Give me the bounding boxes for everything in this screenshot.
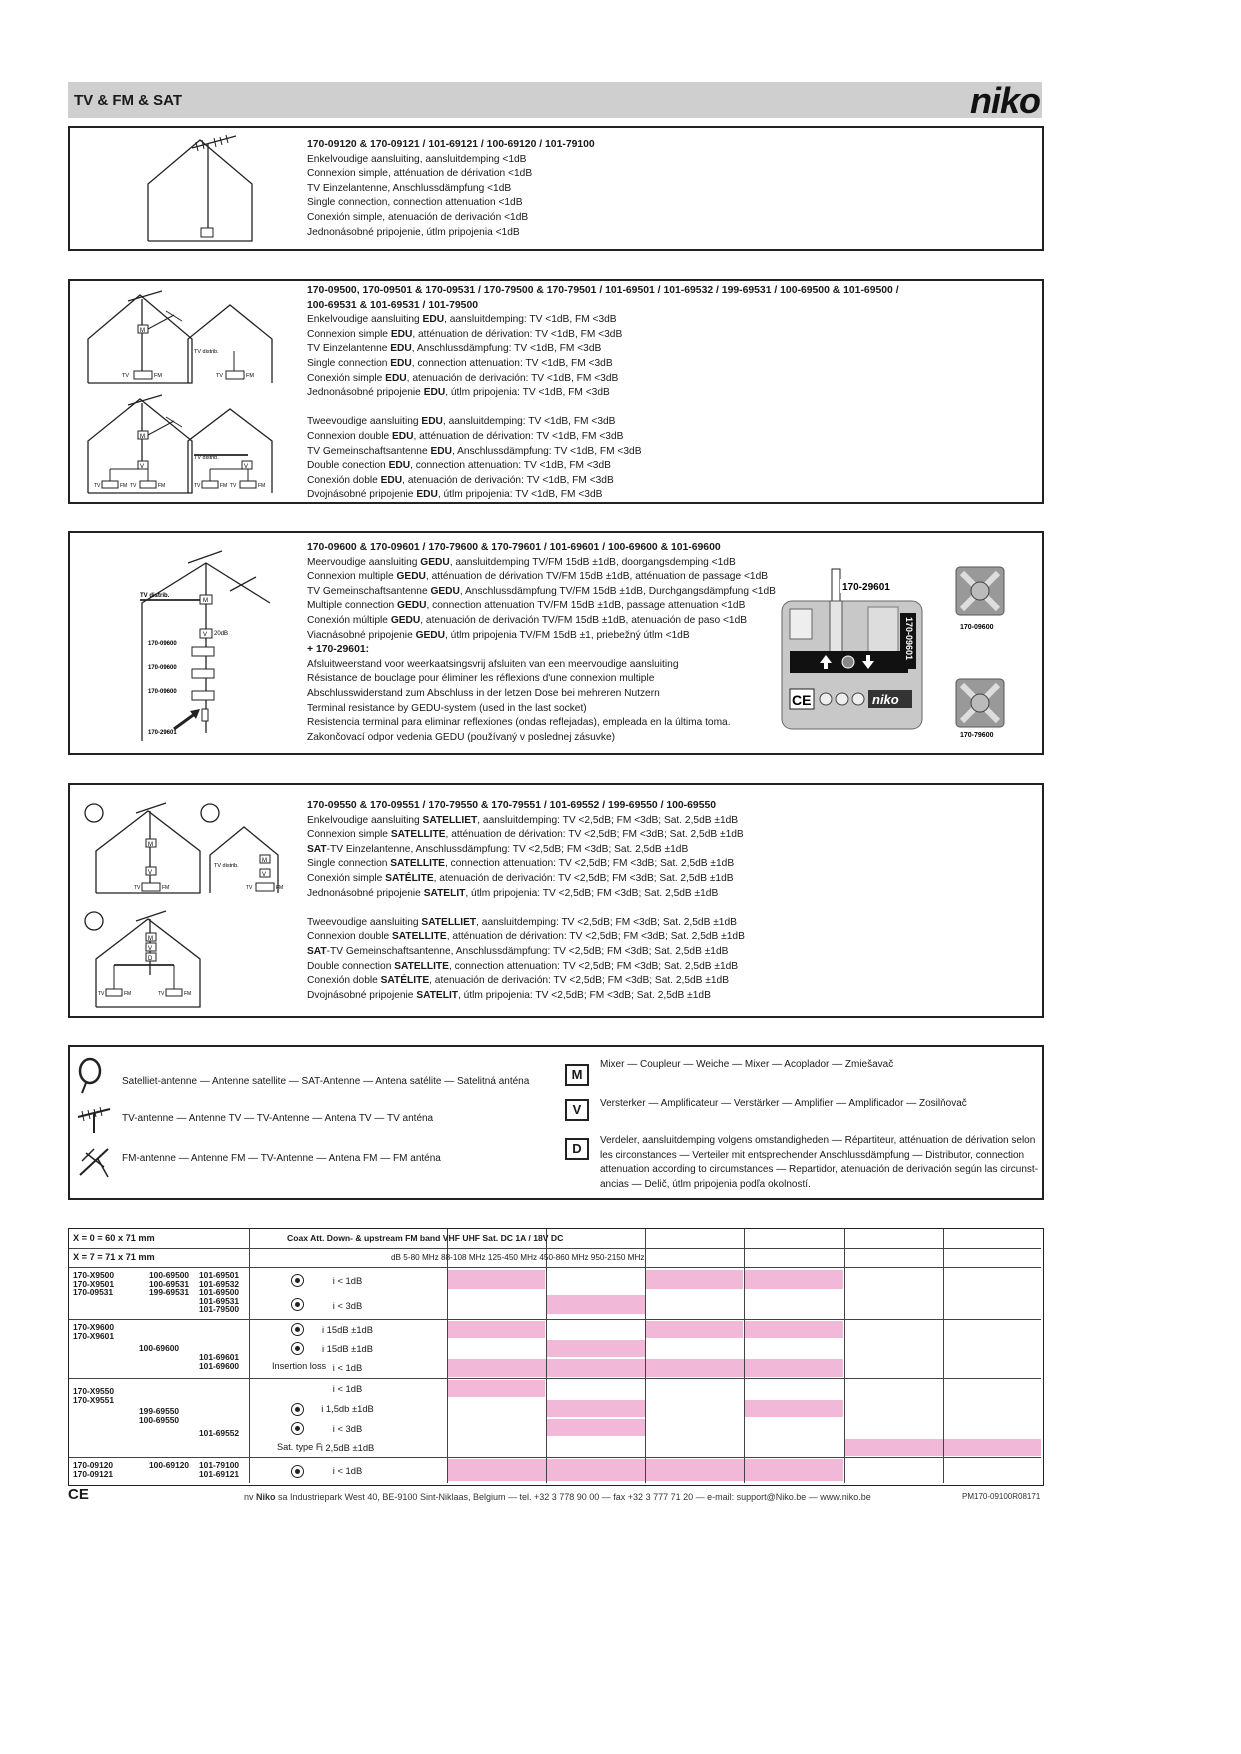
legend-sat-text: Satelliet-antenne — Antenne satellite — SAT-Antenne — Antena satélite — Satelitná anténa: [122, 1076, 530, 1087]
section3-line: [307, 614, 776, 629]
amplifier-symbol: V: [565, 1099, 589, 1121]
att-value: i < 1dB: [332, 1465, 363, 1476]
section2-line: [307, 488, 899, 503]
section1-line: Conexión simple, atenuación de derivación <1dB: [307, 211, 529, 223]
diag-tv-distrib: TV distrib.: [140, 593, 170, 599]
section2-line: [307, 357, 899, 372]
svg-text:TV: TV: [194, 483, 201, 489]
line-bold: GEDU: [390, 614, 421, 626]
line-pre: Single connection: [307, 357, 391, 369]
insertion-loss-label: Insertion loss: [272, 1361, 327, 1371]
svg-text:D: D: [148, 956, 153, 962]
line-pre: Single connection: [307, 858, 391, 870]
line-bold: SATÉLITE: [380, 975, 430, 987]
section3-plus-line: Zakončovací odpor vedenia GEDU (používaný v poslednej zásuvke): [307, 731, 616, 743]
codes-c: 101-69601 101-69600: [199, 1352, 240, 1371]
line-bold: EDU: [385, 372, 407, 384]
line-pre: Conexión simple: [307, 872, 386, 884]
table-bands: dB 5-80 MHz 88-108 MHz 125-450 MHz 450-860 MHz 950-2150 MHz: [391, 1253, 645, 1262]
codes-b: 100-69500 100-69531 199-69531: [149, 1270, 190, 1298]
photo2-label: 170-79600: [960, 732, 994, 739]
line-bold: SATELLITE: [391, 931, 447, 943]
codes-c: 101-69501 101-69532 101-69500 101-69531 101-79500: [199, 1270, 240, 1315]
line-post: , atenuación de derivación TV/FM 15dB ±1dB, atenuación de paso <1dB: [420, 614, 748, 626]
svg-text:TV: TV: [94, 483, 101, 489]
legend-amplifier-line: Versterker — Amplificateur — Verstärker — Amplifier — Amplificador — Zosilňovač: [600, 1098, 967, 1109]
att-value: i < 1dB: [332, 1362, 363, 1373]
line-bold: GEDU: [397, 600, 427, 612]
line-pre: Double conection: [307, 460, 389, 472]
section3-plus-line: Résistance de bouclage pour éliminer les réflexions d'une connexion multiple: [307, 673, 655, 685]
line-bold: SAT: [307, 945, 327, 957]
att-value: i 15dB ±1dB: [321, 1324, 373, 1335]
line-bold: GEDU: [420, 556, 450, 568]
section2-line: [307, 430, 899, 445]
line-post: , atténuation de dérivation: TV <2,5dB; FM <3dB; Sat. 2,5dB ±1dB: [445, 829, 744, 841]
page-header: [68, 80, 1042, 121]
line-pre: Jednonásobné pripojenie: [307, 387, 424, 399]
att-value: i 15dB ±1dB: [321, 1343, 373, 1354]
line-bold: EDU: [390, 343, 412, 355]
svg-text:FM: FM: [162, 885, 170, 891]
group3-codes: [73, 1387, 114, 1404]
tv-antenna-icon: [76, 1107, 112, 1135]
legend-distributor-line: les circonstances — Verteiler mit entsprechender Anschlussdämpfung — Distributor, connection: [600, 1149, 1025, 1161]
section-single-connection: [68, 126, 1044, 251]
line-post: , atenuación de derivación: TV <2,5dB; FM <3dB; Sat. 2,5dB ±1dB: [429, 975, 730, 987]
table-heading: Coax Att. Down- & upstream FM band VHF UHF Sat. DC 1A / 18V DC: [287, 1233, 564, 1243]
terminal-resistor-illustration: [776, 557, 1016, 747]
line-pre: Connexion double: [307, 931, 392, 943]
svg-text:TV: TV: [98, 991, 105, 997]
svg-text:TV distrib.: TV distrib.: [194, 349, 219, 355]
section4-title: 170-09550 & 170-09551 / 170-79550 & 170-79551 / 101-69552 / 199-69550 / 100-69550: [307, 800, 717, 811]
diag-label-a: 170-09600: [148, 641, 177, 647]
group1-codes-b: [149, 1271, 189, 1297]
section3-line: [307, 629, 776, 644]
line-post: , connection attenuation: TV <1dB, FM <3dB: [410, 460, 611, 472]
line-post: , útlm pripojenia TV/FM 15dB ±1, priebežný útlm <1dB: [445, 629, 690, 641]
house-diagram-gedu: [70, 533, 306, 753]
diag-label-c: 170-09600: [148, 689, 177, 695]
section4-line: [307, 916, 745, 931]
svg-text:M: M: [262, 858, 267, 864]
line-pre: Connexion simple: [307, 328, 391, 340]
section2-line: [307, 328, 899, 343]
section1-line: TV Einzelantenne, Anschlussdämpfung <1dB: [307, 182, 512, 194]
line-post: , útlm pripojenia: TV <2,5dB; FM <3dB; Sat. 2,5dB ±1dB: [458, 989, 711, 1001]
line-post: , útlm pripojenia: TV <1dB, FM <3dB: [445, 387, 610, 399]
svg-text:M: M: [148, 842, 153, 848]
section2-title-2: 100-69531 & 101-69531 / 101-79500: [307, 299, 479, 311]
footer-address: sa Industriepark West 40, BE-9100 Sint-Niklaas, Belgium — tel. +32 3 778 90 00 — fax +32 3 777 71 20 — e-mail: support@Niko.be — www.niko.be: [275, 1492, 871, 1502]
svg-text:V: V: [244, 464, 249, 470]
line-bold: EDU: [388, 460, 411, 472]
line-bold: EDU: [421, 416, 443, 428]
section-edu: [68, 279, 1044, 504]
svg-text:FM: FM: [258, 483, 266, 489]
line-post: , aansluitdemping: TV <2,5dB; FM <3dB; Sat. 2,5dB ±1dB: [476, 916, 737, 928]
line-post: , aansluitdemping: TV <1dB, FM <3dB: [442, 416, 616, 428]
group4-codes: [73, 1461, 113, 1478]
line-bold: GEDU: [396, 571, 426, 583]
line-bold: SATELLITE: [390, 858, 445, 870]
line-pre: Tweevoudige aansluiting: [307, 416, 422, 428]
line-post: , atenuación de derivación: TV <1dB, FM <3dB: [402, 474, 614, 486]
sat-type-label: Sat. type F: [277, 1442, 322, 1452]
svg-text:M: M: [148, 936, 153, 942]
group3-codes-c: [199, 1429, 239, 1438]
section4-line: [307, 945, 745, 960]
line-post: , connection attenuation: TV <2,5dB; FM <3dB; Sat. 2,5dB ±1dB: [444, 858, 735, 870]
codes-b: 100-69600: [139, 1343, 180, 1353]
codes-a: 170-X9500 170-X9501 170-09531: [73, 1270, 114, 1298]
line-pre: Viacnásobné pripojenie: [307, 629, 416, 641]
group2-codes-c: [199, 1353, 239, 1370]
line-bold: EDU: [416, 489, 438, 501]
line-post: , útlm pripojenia: TV <2,5dB; FM <3dB; Sat. 2,5dB ±1dB: [465, 887, 719, 899]
svg-text:FM: FM: [158, 483, 166, 489]
line-bold: SATELIT: [416, 989, 459, 1001]
legend-distributor-text: [600, 1134, 1038, 1192]
codes-b: 199-69550 100-69550: [139, 1406, 180, 1425]
distributor-symbol: D: [565, 1138, 589, 1160]
line-pre: Connexion multiple: [307, 571, 397, 583]
line-pre: Double connection: [307, 960, 395, 972]
group3-codes-b: [139, 1407, 179, 1424]
att-value: i < 3dB: [332, 1300, 363, 1311]
section1-text: [307, 138, 595, 240]
svg-text:V: V: [148, 870, 153, 876]
line-pre: Jednonásobné pripojenie: [307, 887, 424, 899]
section4-line: [307, 857, 745, 872]
section2-line: [307, 445, 899, 460]
line-pre: Connexion simple: [307, 829, 391, 841]
section3-line: [307, 556, 776, 571]
section3-plus-line: Abschlusswiderstand zum Abschluss in der letzen Dose bei mehreren Nutzern: [307, 687, 660, 699]
section2-line: [307, 386, 899, 401]
svg-text:TV: TV: [230, 483, 237, 489]
svg-text:FM: FM: [120, 483, 128, 489]
diag-label-b: 170-09600: [148, 665, 177, 671]
device-label: 170-29601: [842, 582, 890, 593]
section1-line: Enkelvoudige aansluiting, aansluitdemping <1dB: [307, 153, 527, 165]
section4-line: [307, 974, 745, 989]
section4-line: [307, 989, 745, 1004]
section1-line: Single connection, connection attenuation <1dB: [307, 197, 523, 209]
line-pre: Connexion double: [307, 430, 392, 442]
att-value: i < 1dB: [332, 1383, 363, 1394]
section-satellite: [68, 783, 1044, 1018]
line-bold: SATELIT: [423, 887, 466, 899]
niko-logo: niko: [969, 80, 1040, 121]
line-pre: TV Gemeinschaftsantenne: [307, 585, 431, 597]
line-bold: SATELLITE: [394, 960, 449, 972]
line-pre: Conexión simple: [307, 372, 386, 384]
document-reference: PM170-09100R08171: [962, 1492, 1041, 1501]
legend-distributor-line: attenuation according to circumstances — Repartidor, atenuación de derivación según las circunst-: [600, 1164, 1039, 1176]
svg-text:TV: TV: [134, 885, 141, 891]
svg-text:M: M: [203, 598, 208, 604]
svg-text:TV distrib.: TV distrib.: [194, 455, 219, 461]
legend-mixer-text: [600, 1058, 893, 1073]
section2-line: [307, 415, 899, 430]
line-post: , atenuación de derivación: TV <2,5dB; FM <3dB; Sat. 2,5dB ±1dB: [433, 872, 734, 884]
group4-codes-c: [199, 1461, 239, 1478]
section2-text: [307, 284, 899, 503]
section1-line: Connexion simple, atténuation de dérivation <1dB: [307, 168, 533, 180]
line-post: , atténuation de dérivation: TV <1dB, FM <3dB: [412, 328, 623, 340]
section3-plus-line: Afsluitweerstand voor weerkaatsingsvrij afsluiten van een meervoudige aansluiting: [307, 658, 679, 670]
svg-text:FM: FM: [124, 991, 132, 997]
section3-line: [307, 599, 776, 614]
svg-text:TV: TV: [216, 373, 224, 379]
line-post: , Anschlussdämpfung: TV <1dB, FM <3dB: [451, 445, 642, 457]
device-side-label: 170-09601: [904, 617, 914, 661]
section4-line: [307, 930, 745, 945]
section2-title: 170-09500, 170-09501 & 170-09531 / 170-79500 & 170-79501 / 101-69501 / 101-69532 / 199-69531 / 100-69500 & 101-69500 /: [307, 285, 899, 296]
svg-text:V: V: [140, 464, 145, 470]
line-post: , atténuation de dérivation: TV <2,5dB; FM <3dB; Sat. 2,5dB ±1dB: [446, 931, 745, 943]
line-post: , aansluitdemping: TV <2,5dB; FM <3dB; Sat. 2,5dB ±1dB: [477, 814, 739, 826]
line-post: , connection attenuation TV/FM 15dB ±1dB, passage attenuation <1dB: [426, 600, 746, 612]
line-bold: SATELLITE: [390, 829, 446, 841]
legend-distributor-line: Verdeler, aansluitdemping volgens omstandigheden — Répartiteur, atténuation de dérivation selon: [600, 1135, 1036, 1146]
att-value: i < 1dB: [332, 1275, 363, 1286]
page-title: TV & FM & SAT: [74, 92, 183, 109]
line-bold: SATÉLITE: [385, 872, 434, 884]
svg-text:FM: FM: [276, 885, 284, 891]
codes-a: 170-09120 170-09121: [73, 1460, 114, 1479]
section2-line: [307, 474, 899, 489]
group2-codes: [73, 1323, 114, 1340]
line-bold: EDU: [422, 314, 445, 326]
codes-a: 170-X9600 170-X9601: [73, 1322, 114, 1341]
line-pre: Enkelvoudige aansluiting: [307, 814, 423, 826]
section3-line: [307, 585, 776, 600]
line-post: , útlm pripojenia: TV <1dB, FM <3dB: [437, 489, 603, 501]
line-pre: Dvojnásobné pripojenie: [307, 989, 417, 1001]
svg-text:TV: TV: [130, 483, 137, 489]
line-bold: SATELLIET: [421, 916, 477, 928]
footer-company: Niko: [256, 1492, 276, 1502]
line-bold: SATELLIET: [422, 814, 478, 826]
line-pre: Multiple connection: [307, 600, 398, 612]
footer-pre: nv: [244, 1492, 257, 1502]
legend-mixer-line: Mixer — Coupleur — Weiche — Mixer — Acoplador — Zmiešavač: [600, 1059, 894, 1070]
line-pre: Meervoudige aansluiting: [307, 556, 421, 568]
codes-a: 170-X9550 170-X9551: [73, 1386, 114, 1405]
house-diagram-single: [70, 128, 306, 249]
line-bold: SAT: [307, 843, 327, 855]
group1-codes-c: [199, 1271, 239, 1314]
line-bold: EDU: [423, 387, 446, 399]
section4-line: [307, 828, 745, 843]
line-pre: Conexión doble: [307, 474, 381, 486]
att-value: i 1,5db ±1dB: [321, 1403, 374, 1414]
line-post: , aansluitdemping TV/FM 15dB ±1dB, doorgangsdemping <1dB: [449, 556, 736, 568]
line-post: , atténuation de dérivation TV/FM 15dB ±1dB, atténuation de passage <1dB: [425, 571, 769, 583]
line-bold: EDU: [391, 430, 414, 442]
line-post: , atténuation de dérivation: TV <1dB, FM <3dB: [413, 430, 624, 442]
line-pre: Conexión doble: [307, 975, 381, 987]
group4-codes-b: [149, 1461, 189, 1470]
line-pre: Dvojnásobné pripojenie: [307, 489, 417, 501]
line-post: , connection attenuation: TV <1dB, FM <3dB: [411, 357, 613, 369]
line-bold: GEDU: [415, 629, 445, 641]
line-bold: EDU: [390, 328, 413, 340]
section2-line: [307, 372, 899, 387]
line-pre: Enkelvoudige aansluiting: [307, 314, 423, 326]
section4-text: [307, 799, 745, 1003]
section1-line: Jednonásobné pripojenie, útlm pripojenia <1dB: [307, 226, 520, 238]
line-pre: TV Gemeinschaftsantenne: [307, 445, 431, 457]
svg-text:V: V: [148, 946, 153, 952]
section3-title: 170-09600 & 170-09601 / 170-79600 & 170-79601 / 101-69601 / 100-69600 & 101-69600: [307, 542, 721, 553]
ce-mark: CE: [68, 1486, 89, 1503]
svg-text:TV distrib.: TV distrib.: [214, 863, 239, 869]
line-pre: Tweevoudige aansluiting: [307, 916, 422, 928]
line-post: -TV Gemeinschaftsantenne, Anschlussdämpfung: TV <2,5dB; FM <3dB; Sat. 2,5dB ±1dB: [326, 945, 729, 957]
codes-c: 101-79100 101-69121: [199, 1460, 240, 1479]
att-value: i < 3dB: [332, 1423, 363, 1434]
legend-tv-text: TV-antenne — Antenne TV — TV-Antenne — Antena TV — TV anténa: [122, 1113, 434, 1124]
line-post: , atenuación de derivación: TV <1dB, FM <3dB: [406, 372, 619, 384]
legend: [68, 1045, 1044, 1200]
section3-plus-line: Terminal resistance by GEDU-system (used in the last socket): [307, 702, 587, 714]
line-bold: GEDU: [430, 585, 460, 597]
att-value: i 2,5dB ±1dB: [320, 1442, 375, 1453]
codes-b: 100-69120: [149, 1460, 190, 1470]
device-ce-mark: CE: [792, 692, 812, 708]
line-post: -TV Einzelantenne, Anschlussdämpfung: TV <2,5dB; FM <3dB; Sat. 2,5dB ±1dB: [326, 843, 689, 855]
svg-text:M: M: [140, 434, 145, 440]
legend-fm-text: FM-antenne — Antenne FM — TV-Antenne — Antena FM — FM anténa: [122, 1153, 441, 1164]
line-post: , connection attenuation: TV <2,5dB; FM <3dB; Sat. 2,5dB ±1dB: [448, 960, 739, 972]
section3-text: [307, 541, 776, 745]
diag-label-d: 170-29601: [148, 730, 177, 736]
product-table: [68, 1228, 1044, 1486]
size-row-2: X = 7 = 71 x 71 mm: [73, 1252, 155, 1262]
section4-line: [307, 872, 745, 887]
section2-line: [307, 342, 899, 357]
line-pre: TV Einzelantenne: [307, 343, 391, 355]
line-bold: EDU: [430, 445, 452, 457]
section3-plus-title: + 170-29601:: [307, 644, 370, 656]
photo1-label: 170-09600: [960, 624, 994, 631]
svg-text:FM: FM: [220, 483, 228, 489]
section2-line: [307, 459, 899, 474]
house-diagram-satellite: [70, 785, 306, 1016]
line-pre: Conexión múltiple: [307, 614, 391, 626]
legend-amplifier-text: [600, 1097, 967, 1112]
svg-text:FM: FM: [184, 991, 192, 997]
group2-codes-b: [139, 1344, 179, 1353]
svg-text:FM: FM: [246, 373, 254, 379]
line-post: , Anschlussdämpfung TV/FM 15dB ±1dB, Durchgangsdämpfung <1dB: [459, 585, 776, 597]
section4-line: [307, 814, 745, 829]
svg-text:M: M: [140, 328, 145, 334]
device-logo: niko: [872, 692, 899, 707]
section-gedu: [68, 531, 1044, 755]
section3-line: [307, 570, 776, 585]
line-post: , aansluitdemping: TV <1dB, FM <3dB: [444, 314, 617, 326]
svg-text:FM: FM: [154, 373, 162, 379]
section4-line: [307, 960, 745, 975]
diag-db-label: 20dB: [214, 631, 229, 637]
mixer-symbol: M: [565, 1064, 589, 1086]
line-bold: EDU: [390, 357, 412, 369]
section3-plus-line: Resistencia terminal para eliminar reflexiones (ondas reflejadas), empleada en la última toma.: [307, 717, 731, 729]
section4-line: [307, 843, 745, 858]
line-bold: EDU: [380, 474, 403, 486]
section1-title: 170-09120 & 170-09121 / 101-69121 / 100-69120 / 101-79100: [307, 139, 595, 150]
group1-codes: [73, 1271, 114, 1297]
codes-c: 101-69552: [199, 1428, 240, 1438]
satellite-antenna-icon: [74, 1055, 108, 1095]
section2-line: [307, 313, 899, 328]
house-diagram-edu: [70, 281, 306, 502]
size-row-1: X = 0 = 60 x 71 mm: [73, 1233, 155, 1243]
svg-text:TV: TV: [246, 885, 253, 891]
svg-text:V: V: [262, 872, 267, 878]
fm-antenna-icon: [78, 1145, 114, 1181]
line-post: , Anschlussdämpfung: TV <1dB, FM <3dB: [411, 343, 602, 355]
company-footer: [244, 1492, 871, 1502]
svg-text:TV: TV: [122, 373, 130, 379]
svg-text:V: V: [203, 632, 208, 638]
section4-line: [307, 887, 745, 902]
svg-text:TV: TV: [158, 991, 165, 997]
legend-distributor-line: ancias — Delič, útlm pripojenia podľa okolností.: [600, 1178, 811, 1190]
